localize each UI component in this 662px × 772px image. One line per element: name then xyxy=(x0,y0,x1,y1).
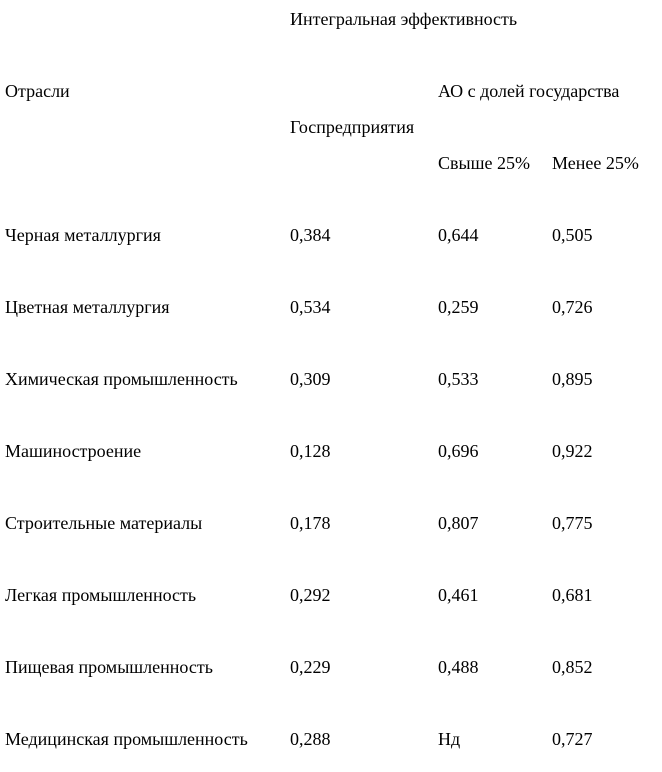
state-value-cell: 0,128 xyxy=(290,441,331,461)
sector-cell: Цветная металлургия xyxy=(5,297,170,317)
state-enterprises-header: Госпредприятия xyxy=(290,117,415,137)
sector-cell: Химическая промышленность xyxy=(5,369,238,389)
state-value-cell: 0,178 xyxy=(290,513,331,533)
sector-cell: Медицинская промышленность xyxy=(5,729,248,749)
sector-cell: Строительные материалы xyxy=(5,513,203,533)
under-25-value-cell: 0,852 xyxy=(552,657,593,677)
state-value-cell: 0,309 xyxy=(290,369,331,389)
state-value-cell: 0,288 xyxy=(290,729,331,749)
over-25-value-cell: 0,807 xyxy=(438,513,479,533)
under-25-value-cell: 0,681 xyxy=(552,585,593,605)
under-25-value-cell: 0,895 xyxy=(552,369,593,389)
over-25-value-cell: Нд xyxy=(438,729,461,749)
jsc-header: АО с долей государства xyxy=(438,81,620,101)
sector-cell: Черная металлургия xyxy=(5,225,161,245)
state-value-cell: 0,384 xyxy=(290,225,331,245)
under-25-header: Менее 25% xyxy=(552,153,639,173)
under-25-value-cell: 0,726 xyxy=(552,297,593,317)
state-value-cell: 0,292 xyxy=(290,585,331,605)
over-25-value-cell: 0,696 xyxy=(438,441,479,461)
sector-cell: Легкая промышленность xyxy=(5,585,197,605)
under-25-value-cell: 0,727 xyxy=(552,729,593,749)
sector-cell: Машиностроение xyxy=(5,441,142,461)
over-25-value-cell: 0,259 xyxy=(438,297,479,317)
over-25-header: Свыше 25% xyxy=(438,153,530,173)
over-25-value-cell: 0,461 xyxy=(438,585,479,605)
sector-cell: Пищевая промышленность xyxy=(5,657,213,677)
state-value-cell: 0,534 xyxy=(290,297,331,317)
table-title: Интегральная эффективность xyxy=(290,9,518,29)
under-25-value-cell: 0,775 xyxy=(552,513,593,533)
state-value-cell: 0,229 xyxy=(290,657,331,677)
over-25-value-cell: 0,533 xyxy=(438,369,479,389)
under-25-value-cell: 0,505 xyxy=(552,225,593,245)
under-25-value-cell: 0,922 xyxy=(552,441,593,461)
over-25-value-cell: 0,488 xyxy=(438,657,479,677)
over-25-value-cell: 0,644 xyxy=(438,225,479,245)
sector-header: Отрасли xyxy=(5,81,70,101)
